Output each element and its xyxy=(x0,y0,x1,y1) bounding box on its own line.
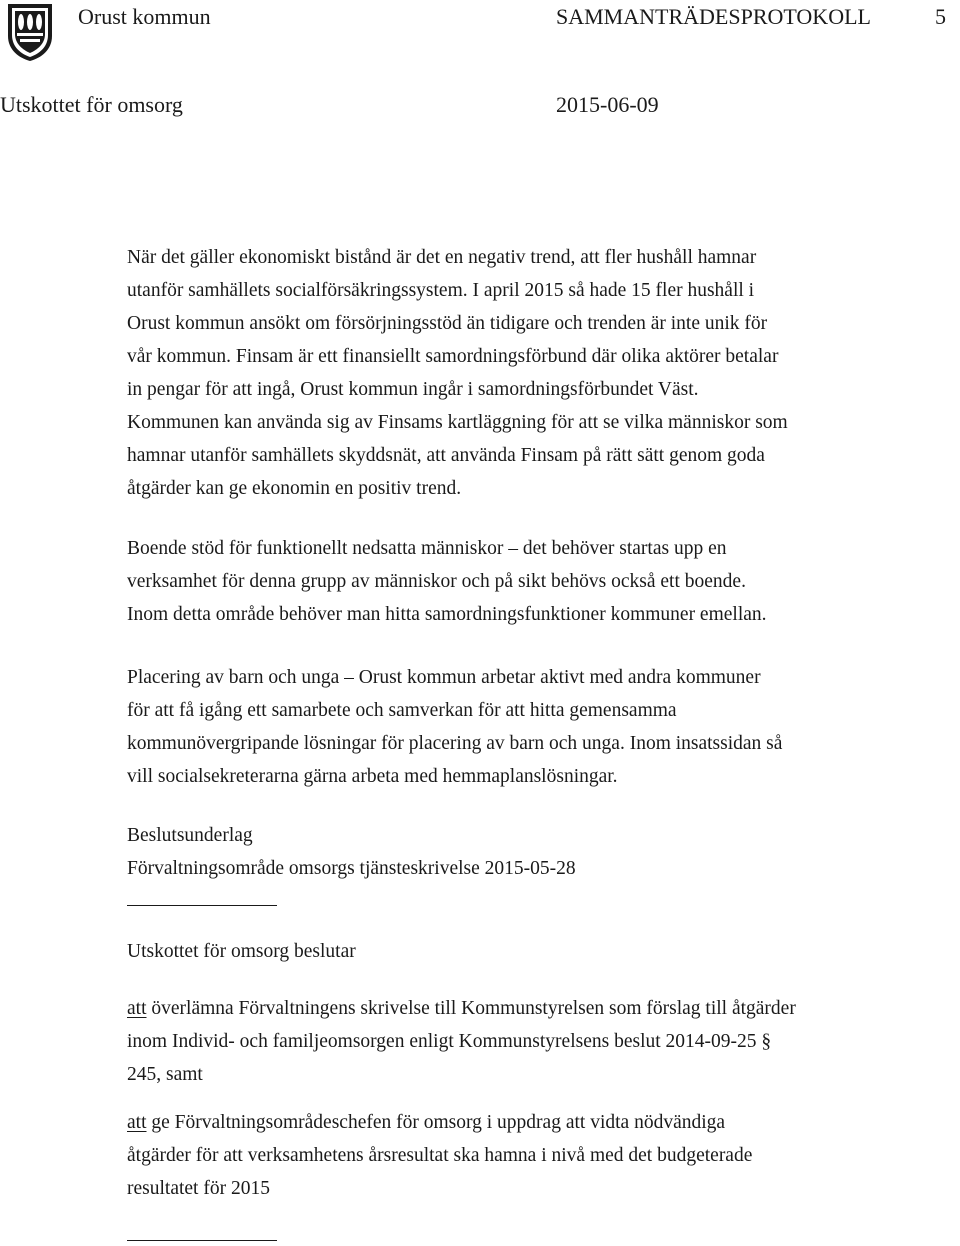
text-line: 245, samt xyxy=(127,1064,203,1085)
att-keyword: att xyxy=(127,998,147,1019)
meeting-date: 2015-06-09 xyxy=(556,92,659,117)
decision-item-2 xyxy=(127,1106,957,1205)
separator-line xyxy=(127,1240,277,1241)
text-line: för att få igång ett samarbete och samverkan för att hitta gemensamma xyxy=(127,700,677,721)
text-line: överlämna Förvaltningens skrivelse till Kommunstyrelsen som förslag till åtgärder xyxy=(146,998,796,1019)
document-type: SAMMANTRÄDESPROTOKOLL xyxy=(556,4,871,29)
text-line: När det gäller ekonomiskt bistånd är det en negativ trend, att fler hushåll hamnar xyxy=(127,247,757,268)
decision-basis-item: Förvaltningsområde omsorgs tjänsteskrivelse 2015-05-28 xyxy=(127,858,576,879)
paragraph-housing-support xyxy=(127,532,957,631)
municipality-crest-logo xyxy=(6,2,54,62)
page-number: 5 xyxy=(935,4,946,29)
text-line: vill socialsekreterarna gärna arbeta med hemmaplanslösningar. xyxy=(127,766,618,787)
text-line: in pengar för att ingå, Orust kommun ingår i samordningsförbundet Väst. xyxy=(127,379,699,400)
text-line: hamnar utanför samhällets skyddsnät, att använda Finsam på rätt sätt genom goda xyxy=(127,445,765,466)
decision-basis-heading: Beslutsunderlag xyxy=(127,825,253,846)
paragraph-child-placement xyxy=(127,661,957,793)
text-line: inom Individ- och familjeomsorgen enligt Kommunstyrelsens beslut 2014-09-25 § xyxy=(127,1031,772,1052)
committee-name: Utskottet för omsorg xyxy=(0,92,183,117)
text-line: Boende stöd för funktionellt nedsatta människor – det behöver startas upp en xyxy=(127,538,727,559)
text-line: vår kommun. Finsam är ett finansiellt samordningsförbund där olika aktörer betalar xyxy=(127,346,779,367)
text-line: Inom detta område behöver man hitta samordningsfunktioner kommuner emellan. xyxy=(127,604,767,625)
text-line: resultatet för 2015 xyxy=(127,1178,270,1199)
text-line: åtgärder kan ge ekonomin en positiv trend. xyxy=(127,478,462,499)
text-line: kommunövergripande lösningar för placering av barn och unga. Inom insatssidan så xyxy=(127,733,783,754)
text-line: ge Förvaltningsområdeschefen för omsorg i uppdrag att vidta nödvändiga xyxy=(146,1112,726,1133)
text-line: åtgärder för att verksamhetens årsresultat ska hamna i nivå med det budgeterade xyxy=(127,1145,753,1166)
text-line: Kommunen kan använda sig av Finsams kartläggning för att se vilka människor som xyxy=(127,412,788,433)
att-keyword: att xyxy=(127,1112,147,1133)
decision-heading: Utskottet för omsorg beslutar xyxy=(127,941,356,962)
decision-basis-section xyxy=(127,819,957,885)
text-line: Placering av barn och unga – Orust kommun arbetar aktivt med andra kommuner xyxy=(127,667,761,688)
decision-item-1 xyxy=(127,992,957,1091)
separator-line xyxy=(127,905,277,906)
text-line: verksamhet för denna grupp av människor och på sikt behövs också ett boende. xyxy=(127,571,746,592)
paragraph-economic-assistance xyxy=(127,241,957,505)
text-line: Orust kommun ansökt om försörjningsstöd än tidigare och trenden är inte unik för xyxy=(127,313,768,334)
text-line: utanför samhällets socialförsäkringssystem. I april 2015 så hade 15 fler hushåll i xyxy=(127,280,755,301)
org-name: Orust kommun xyxy=(78,4,211,29)
